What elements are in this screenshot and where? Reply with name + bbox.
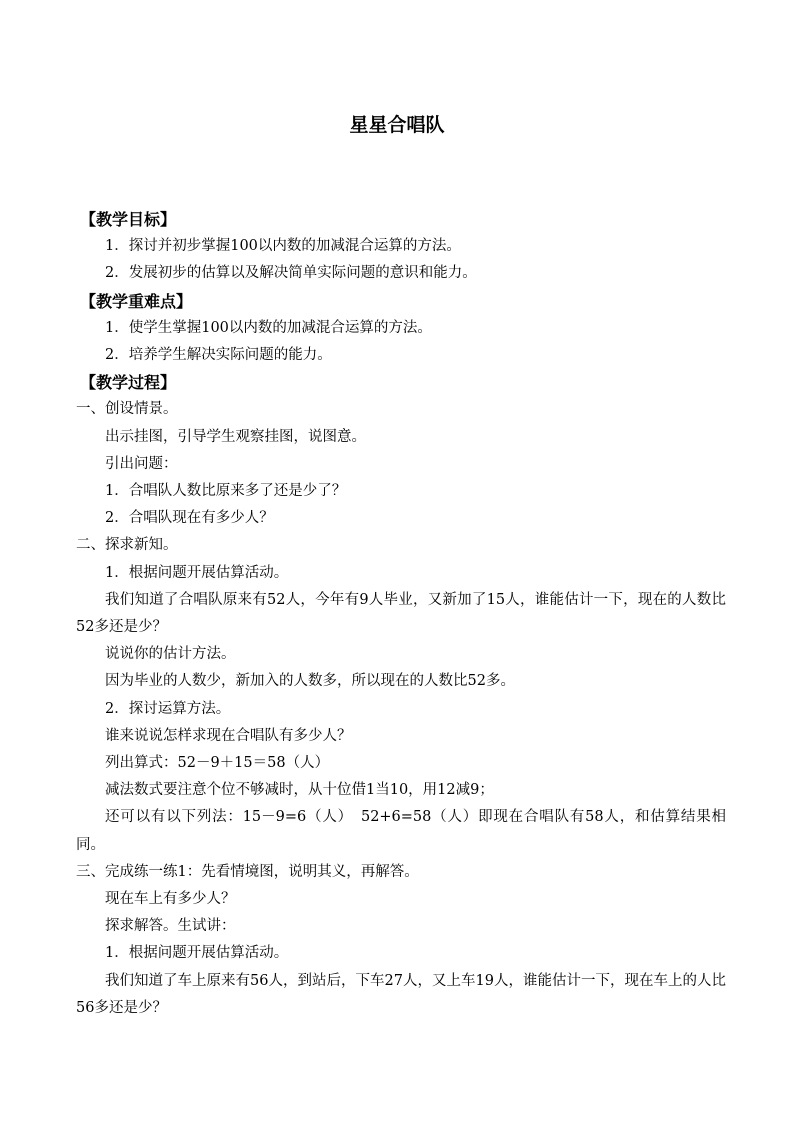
keypoint-item: 2．培养学生解决实际问题的能力。 — [105, 347, 332, 364]
process-formula: 列出算式：52－9＋15＝58（人） — [105, 755, 330, 772]
section-heading-keypoints: 【教学重难点】 — [80, 291, 193, 311]
document-body — [76, 206, 726, 1022]
goal-item: 1．探讨并初步掌握100以内数的加减混合运算的方法。 — [105, 238, 461, 255]
process-step-heading: 一、创设情景。 — [76, 401, 178, 418]
process-question: 1．合唱队人数比原来多了还是少了？ — [105, 483, 347, 500]
process-paragraph: 探求解答。生试讲： — [105, 918, 236, 935]
process-step-heading: 三、完成练一练1：先看情境图，说明其义，再解答。 — [76, 863, 419, 880]
process-paragraph: 我们知道了合唱队原来有52人，今年有9人毕业，又新加了15人，谁能估计一下，现在的人数比52多还是少？ — [76, 591, 726, 636]
process-paragraph: 1．根据问题开展估算活动。 — [105, 564, 289, 581]
process-paragraph: 说说你的估计方法。 — [105, 646, 236, 663]
process-paragraph: 谁来说说怎样求现在合唱队有多少人？ — [105, 727, 352, 744]
process-step-heading: 二、探求新知。 — [76, 537, 178, 554]
process-paragraph: 出示挂图，引导学生观察挂图，说图意。 — [105, 428, 366, 445]
goal-item: 2．发展初步的估算以及解决简单实际问题的意识和能力。 — [105, 265, 477, 282]
page-title: 星星合唱队 — [349, 114, 445, 136]
section-heading-process: 【教学过程】 — [80, 373, 177, 393]
process-paragraph: 1．根据问题开展估算活动。 — [105, 945, 289, 962]
process-paragraph: 引出问题： — [105, 455, 178, 472]
process-paragraph: 我们知道了车上原来有56人，到站后，下车27人，又上车19人，谁能估计一下，现在车上的人比56多还是少？ — [76, 972, 726, 1016]
process-paragraph: 减法数式要注意个位不够减时，从十位借1当10，用12减9； — [105, 782, 494, 799]
process-paragraph: 因为毕业的人数少，新加入的人数多，所以现在的人数比52多。 — [105, 673, 515, 690]
process-paragraph: 还可以有以下列法：15－9=6（人） 52+6=58（人）即现在合唱队有58人，和估算结果相同。 — [76, 809, 726, 853]
process-paragraph: 现在车上有多少人？ — [105, 891, 236, 908]
section-heading-goals: 【教学目标】 — [80, 210, 177, 229]
keypoint-item: 1．使学生掌握100以内数的加减混合运算的方法。 — [105, 319, 432, 336]
process-question: 2．合唱队现在有多少人？ — [105, 510, 274, 527]
process-paragraph: 2．探讨运算方法。 — [105, 700, 231, 717]
